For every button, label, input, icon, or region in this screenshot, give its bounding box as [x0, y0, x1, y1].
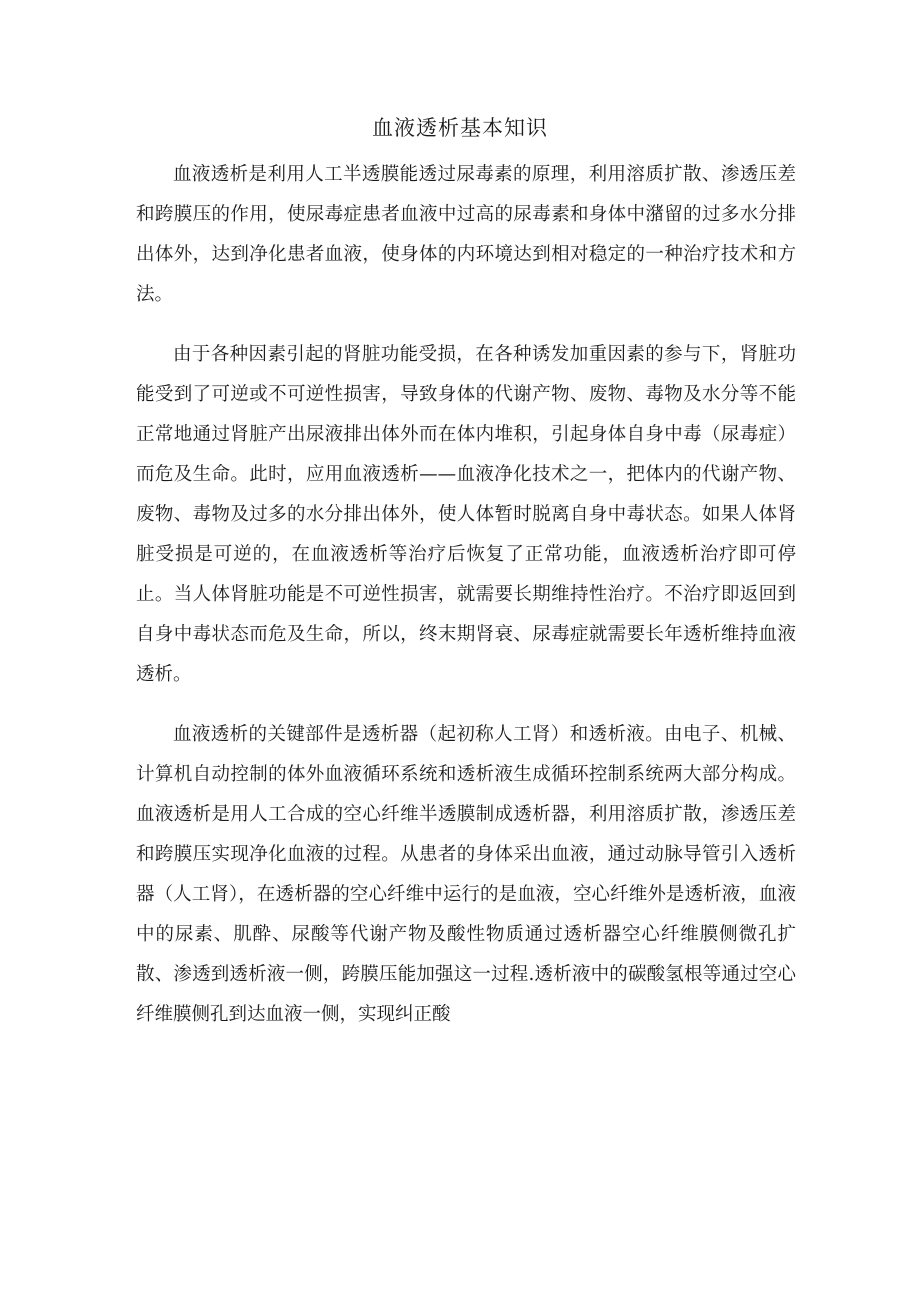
- paragraph-3: 血液透析的关键部件是透析器（起初称人工肾）和透析液。由电子、机械、计算机自动控制的体外血液循环系统和透析液生成循环控制系统两大部分构成。血液透析是用人工合成的空心纤维半透膜制成透析器，利用溶质扩散，渗透压差和跨膜压实现净化血液的过程。从患者的身体采出血液，通过动脉导管引入透析器（人工肾），在透析器的空心纤维中运行的是血液，空心纤维外是透析液，血液中的尿素、肌酔、尿酸等代谢产物及酸性物质通过透析器空心纤维膜侧微孔扩散、渗透到透析液一侧，跨膜压能加强这一过程.透析液中的碳酸氢根等通过空心纤维膜侧孔到达血液一侧，实现纠正酸: [136, 724, 796, 1025]
- paragraph-1: 血液透析是利用人工半透膜能透过尿毒素的原理，利用溶质扩散、渗透压差和跨膜压的作用，使尿毒症患者血液中过高的尿毒素和身体中潴留的过多水分排出体外，达到净化患者血液，使身体的内环境达到相对稳定的一种治疗技术和方法。: [136, 164, 796, 305]
- paragraph-2: 由于各种因素引起的肾脏功能受损，在各种诱发加重因素的参与下，肾脏功能受到了可逆或不可逆性损害，导致身体的代谢产物、废物、毒物及水分等不能正常地通过肾脏产出尿液排出体外而在体内堆积，引起身体自身中毒（尿毒症）而危及生命。此时，应用血液透析——血液净化技术之一，把体内的代谢产物、废物、毒物及过多的水分排出体外，使人体暂时脱离自身中毒状态。如果人体肾脏受损是可逆的，在血液透析等治疗后恢复了正常功能，血液透析治疗即可停止。当人体肾脏功能是不可逆性损害，就需要长期维持性治疗。不治疗即返回到自身中毒状态而危及生命，所以，终末期肾衰、尿毒症就需要长年透析维持血液透析。: [136, 344, 796, 685]
- document-body: [136, 155, 796, 1035]
- document-title: 血液透析基本知识: [372, 116, 548, 140]
